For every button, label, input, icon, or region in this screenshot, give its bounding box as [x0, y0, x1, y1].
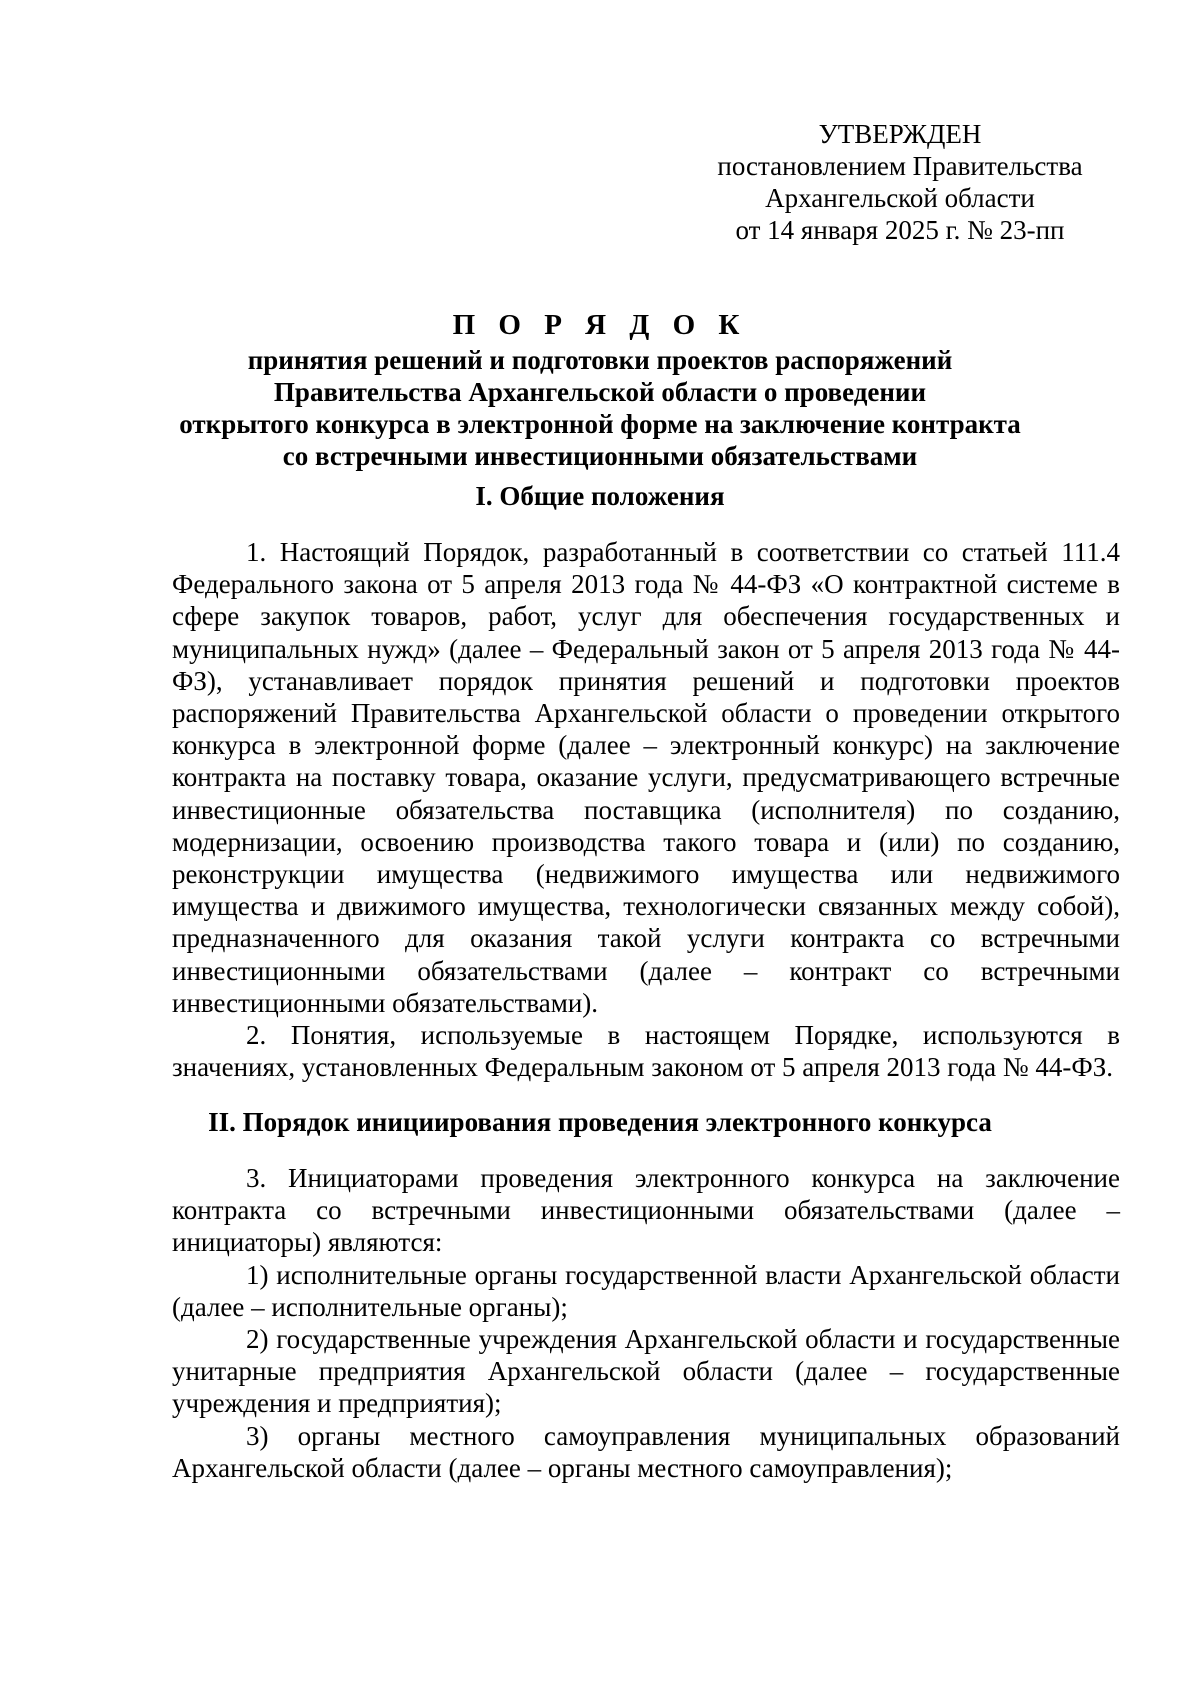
list-item: 2) государственные учреждения Архангельской области и государственные унитарные предприятия Архангельской области (далее – государственные учреждения и предприятия); [172, 1324, 1120, 1419]
document-title-line: открытого конкурса в электронной форме на заключение контракта [179, 409, 1021, 439]
approval-title: УТВЕРЖДЕН [818, 119, 982, 149]
document-title [0, 306, 1200, 472]
document-title-line: Правительства Архангельской области о проведении [273, 377, 927, 407]
document-title-line: принятия решений и подготовки проектов распоряжений [247, 345, 953, 375]
approval-resolution: постановлением Правительства [717, 151, 1083, 181]
list-item: 3) органы местного самоуправления муниципальных образований Архангельской области (далее – органы местного самоуправления); [172, 1420, 1120, 1483]
document-title-line: со встречными инвестиционными обязательствами [282, 441, 918, 471]
list-item: 1) исполнительные органы государственной власти Архангельской области (далее – исполнительные органы); [172, 1259, 1120, 1322]
section-body [172, 536, 1120, 1083]
document-title-main: П О Р Я Д О К [452, 309, 748, 341]
section-heading: II. Порядок инициирования проведения электронного конкурса [208, 1107, 992, 1137]
paragraph: 2. Понятия, используемые в настоящем Порядке, используются в значениях, установленных Федеральным законом от 5 апреля 2013 года № 44-ФЗ. [172, 1020, 1120, 1083]
approval-date-number: от 14 января 2025 г. № 23-пп [735, 215, 1065, 245]
paragraph: 3. Инициаторами проведения электронного конкурса на заключение контракта со встречными инвестиционными обязательствами (далее – инициаторы) являются: [172, 1163, 1120, 1258]
approval-region: Архангельской области [765, 183, 1035, 213]
paragraph: 1. Настоящий Порядок, разработанный в соответствии со статьей 111.4 Федерального закона от 5 апреля 2013 года № 44-ФЗ «О контрактной системе в сфере закупок товаров, работ, услуг для обеспечения государственных и муниципальных нужд» (далее – Федеральный закон от 5 апреля 2013 года № 44-ФЗ), устанавливает порядок принятия решений и подготовки проектов распоряжений Правительства Архангельской области о проведении открытого конкурса в электронной форме (далее – электронный конкурс) на заключение контракта на поставку товара, оказание услуги, предусматривающего встречные инвестиционные обязательства поставщика (исполнителя) по созданию, модернизации, освоению производства такого товара и (или) по созданию, реконструкции имущества (недвижимого имущества или недвижимого имущества и движимого имущества, технологически связанных между собой), предназначенного для оказания такой услуги контракта со встречными инвестиционными обязательствами (далее – контракт со встречными инвестиционными обязательствами). [172, 537, 1120, 1018]
approval-stamp [680, 118, 1120, 246]
section-body [172, 1162, 1120, 1484]
section-heading: I. Общие положения [475, 481, 725, 511]
